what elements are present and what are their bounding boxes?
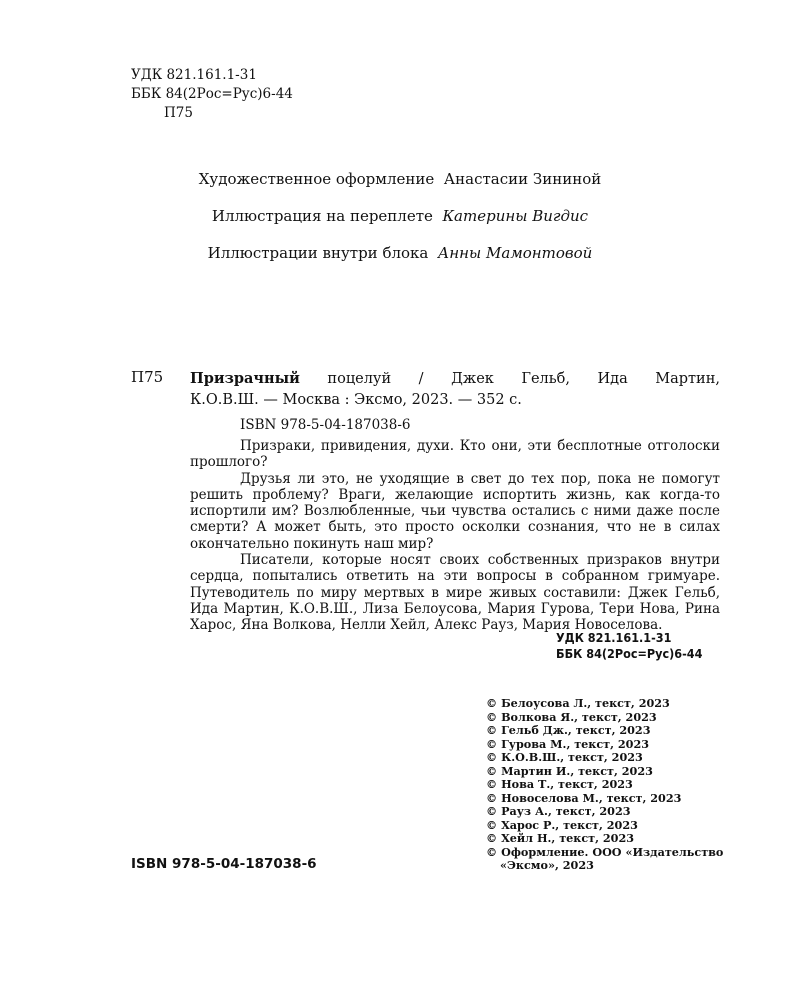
credit-design-label: Художественное оформление bbox=[198, 170, 435, 188]
copyright-line: © Новоселова М., текст, 2023 bbox=[486, 790, 682, 805]
credit-cover-name: Катерины Вигдис bbox=[442, 207, 589, 225]
copyright-line: © К.О.В.Ш., текст, 2023 bbox=[486, 750, 643, 764]
bbk-code: ББК 84(2Рос=Рус)6-44 bbox=[131, 86, 293, 102]
credit-inner-label: Иллюстрации внутри блока bbox=[207, 244, 429, 262]
copyright-line: © Нова Т., текст, 2023 bbox=[486, 777, 633, 791]
copyright-line: © Волкова Я., текст, 2023 bbox=[486, 709, 657, 724]
copyright-line: © Харос Р., текст, 2023 bbox=[486, 817, 638, 832]
catalog-title-line bbox=[190, 368, 720, 390]
credit-design-name: Анастасии Зининой bbox=[443, 170, 602, 188]
annotation-paragraph: Призраки, привидения, духи. Кто они, эти бесплотные отголоски прошлого? bbox=[190, 438, 720, 471]
copyright-line: © Рауз А., текст, 2023 bbox=[486, 804, 631, 818]
catalog-title-rest: поцелуй / Джек Гельб, Ида Мартин, bbox=[327, 371, 720, 387]
annotation bbox=[190, 438, 720, 634]
annotation-paragraph: Друзья ли это, не уходящие в свет до тех пор, пока не помогут решить проблему? Враги, желающие испортить жизнь, как когда-то испортили им? Возлюбленные, чьи чувства остались с ними даже после смерти? А может быть, это просто осколки сознания, что не в силах окончательно покинуть наш мир? bbox=[190, 470, 720, 552]
credit-cover bbox=[0, 207, 800, 225]
catalog-isbn: ISBN 978-5-04-187038-6 bbox=[240, 417, 411, 433]
annotation-paragraph: Писатели, которые носят своих собственных призраков внутри сердца, попытались ответить на эти вопросы в собранном гримуаре. Путеводитель по миру мертвых в мире живых составили: Джек Гельб, Ида Мартин, К.О.В.Ш., Лиза Белоусова, Мария Гурова, Тери Нова, Рина Харос, Яна Волкова, Нелли Хейл, Алекс Рауз, Мария Новоселова. bbox=[190, 552, 720, 634]
bbk-code: ББК 84(2Рос=Рус)6-44 bbox=[556, 646, 703, 661]
bottom-classification-codes bbox=[556, 630, 702, 662]
catalog-author-mark: П75 bbox=[131, 368, 164, 386]
author-mark: П75 bbox=[164, 105, 193, 121]
credit-inner bbox=[0, 244, 800, 262]
catalog-title: Призрачный bbox=[190, 370, 300, 387]
copyright-line: © Белоусова Л., текст, 2023 bbox=[486, 696, 670, 710]
copyright-line: © Оформление. ООО «Издательство bbox=[486, 844, 724, 859]
udk-code: УДК 821.161.1-31 bbox=[131, 67, 257, 83]
udk-code: УДК 821.161.1-31 bbox=[556, 630, 672, 645]
copyright-line: © Мартин И., текст, 2023 bbox=[486, 763, 653, 778]
copyright-line: © Гурова М., текст, 2023 bbox=[486, 736, 650, 751]
catalog-publication-line: К.О.В.Ш. — Москва : Эксмо, 2023. — 352 с. bbox=[190, 392, 522, 408]
credit-inner-name: Анны Мамонтовой bbox=[437, 244, 593, 262]
copyright-list bbox=[486, 697, 723, 873]
credit-cover-label: Иллюстрация на переплете bbox=[211, 207, 433, 225]
credit-design bbox=[0, 170, 800, 188]
copyright-line: © Хейл Н., текст, 2023 bbox=[486, 831, 635, 845]
copyright-line-continuation: «Эксмо», 2023 bbox=[500, 858, 594, 872]
isbn-bottom: ISBN 978-5-04-187038-6 bbox=[131, 856, 317, 872]
copyright-line: © Гельб Дж., текст, 2023 bbox=[486, 723, 651, 737]
top-classification-codes bbox=[131, 66, 293, 123]
